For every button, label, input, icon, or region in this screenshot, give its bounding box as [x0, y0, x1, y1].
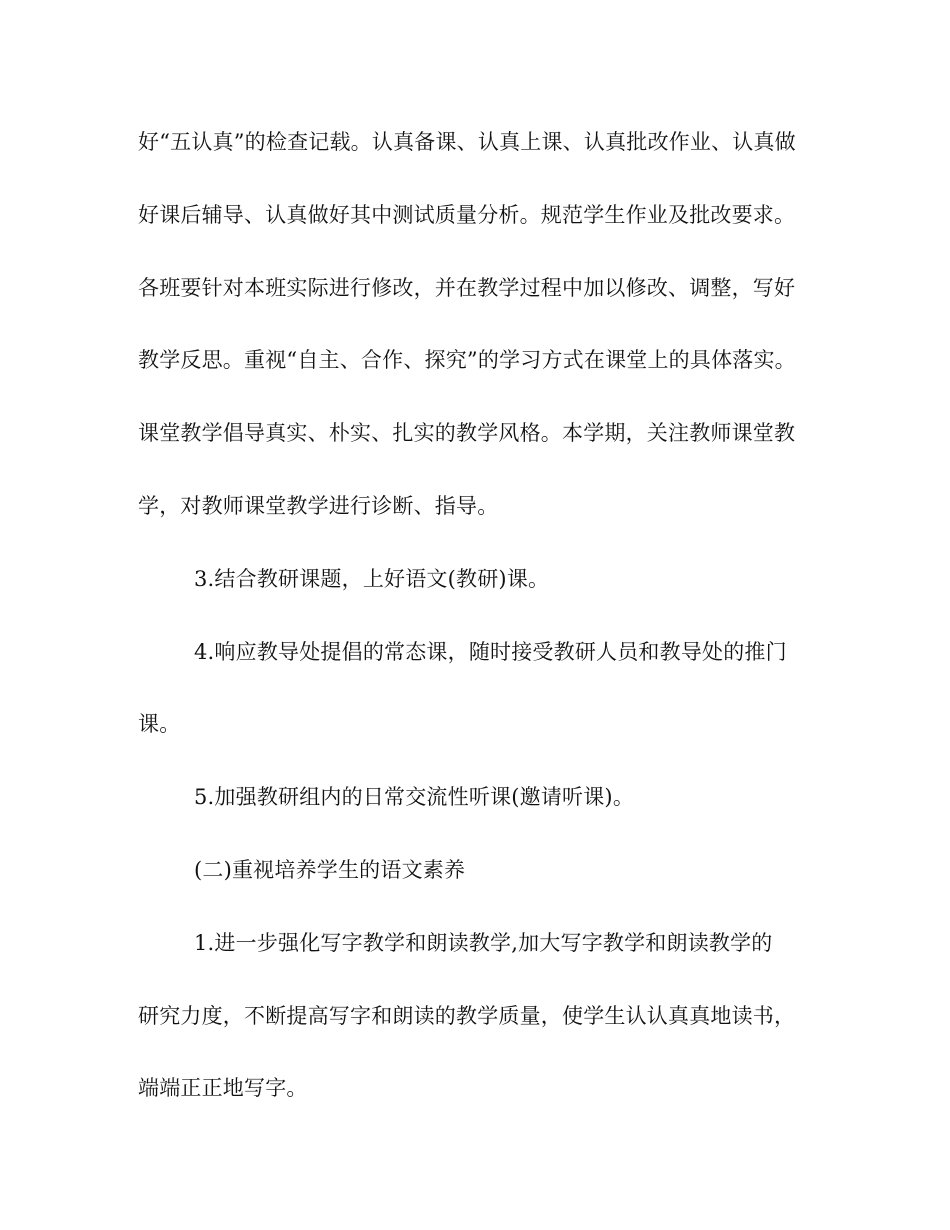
text-line: 好课后辅导、认真做好其中测试质量分析。规范学生作业及批改要求。	[138, 202, 796, 227]
section-heading: (二)重视培养学生的语文素养	[194, 857, 466, 882]
text-line: 端端正正地写字。	[138, 1076, 308, 1101]
text-line: 课堂教学倡导真实、朴实、扎实的教学风格。本学期，关注教师课堂教	[138, 421, 796, 446]
list-item-3: 3.结合教研课题，上好语文(教研)课。	[194, 566, 550, 591]
text-line: 课。	[138, 712, 181, 737]
document-body	[138, 118, 818, 1137]
text-line: 研究力度，不断提高写字和朗读的教学质量，使学生认认真真地读书，	[138, 1003, 796, 1028]
text-line: 好“五认真”的检查记载。认真备课、认真上课、认真批改作业、认真做	[138, 130, 796, 154]
list-item-5: 5.加强教研组内的日常交流性听课(邀请听课)。	[194, 785, 635, 810]
list-item-1: 1.进一步强化写字教学和朗读教学,加大写字教学和朗读教学的	[194, 930, 773, 955]
text-line: 各班要针对本班实际进行修改，并在教学过程中加以修改、调整，写好	[138, 275, 796, 300]
list-item-4: 4.响应教导处提倡的常态课，随时接受教研人员和教导处的推门	[194, 639, 787, 664]
text-line: 学，对教师课堂教学进行诊断、指导。	[138, 493, 499, 518]
text-line: 教学反思。重视“自主、合作、探究”的学习方式在课堂上的具体落实。	[138, 348, 796, 373]
